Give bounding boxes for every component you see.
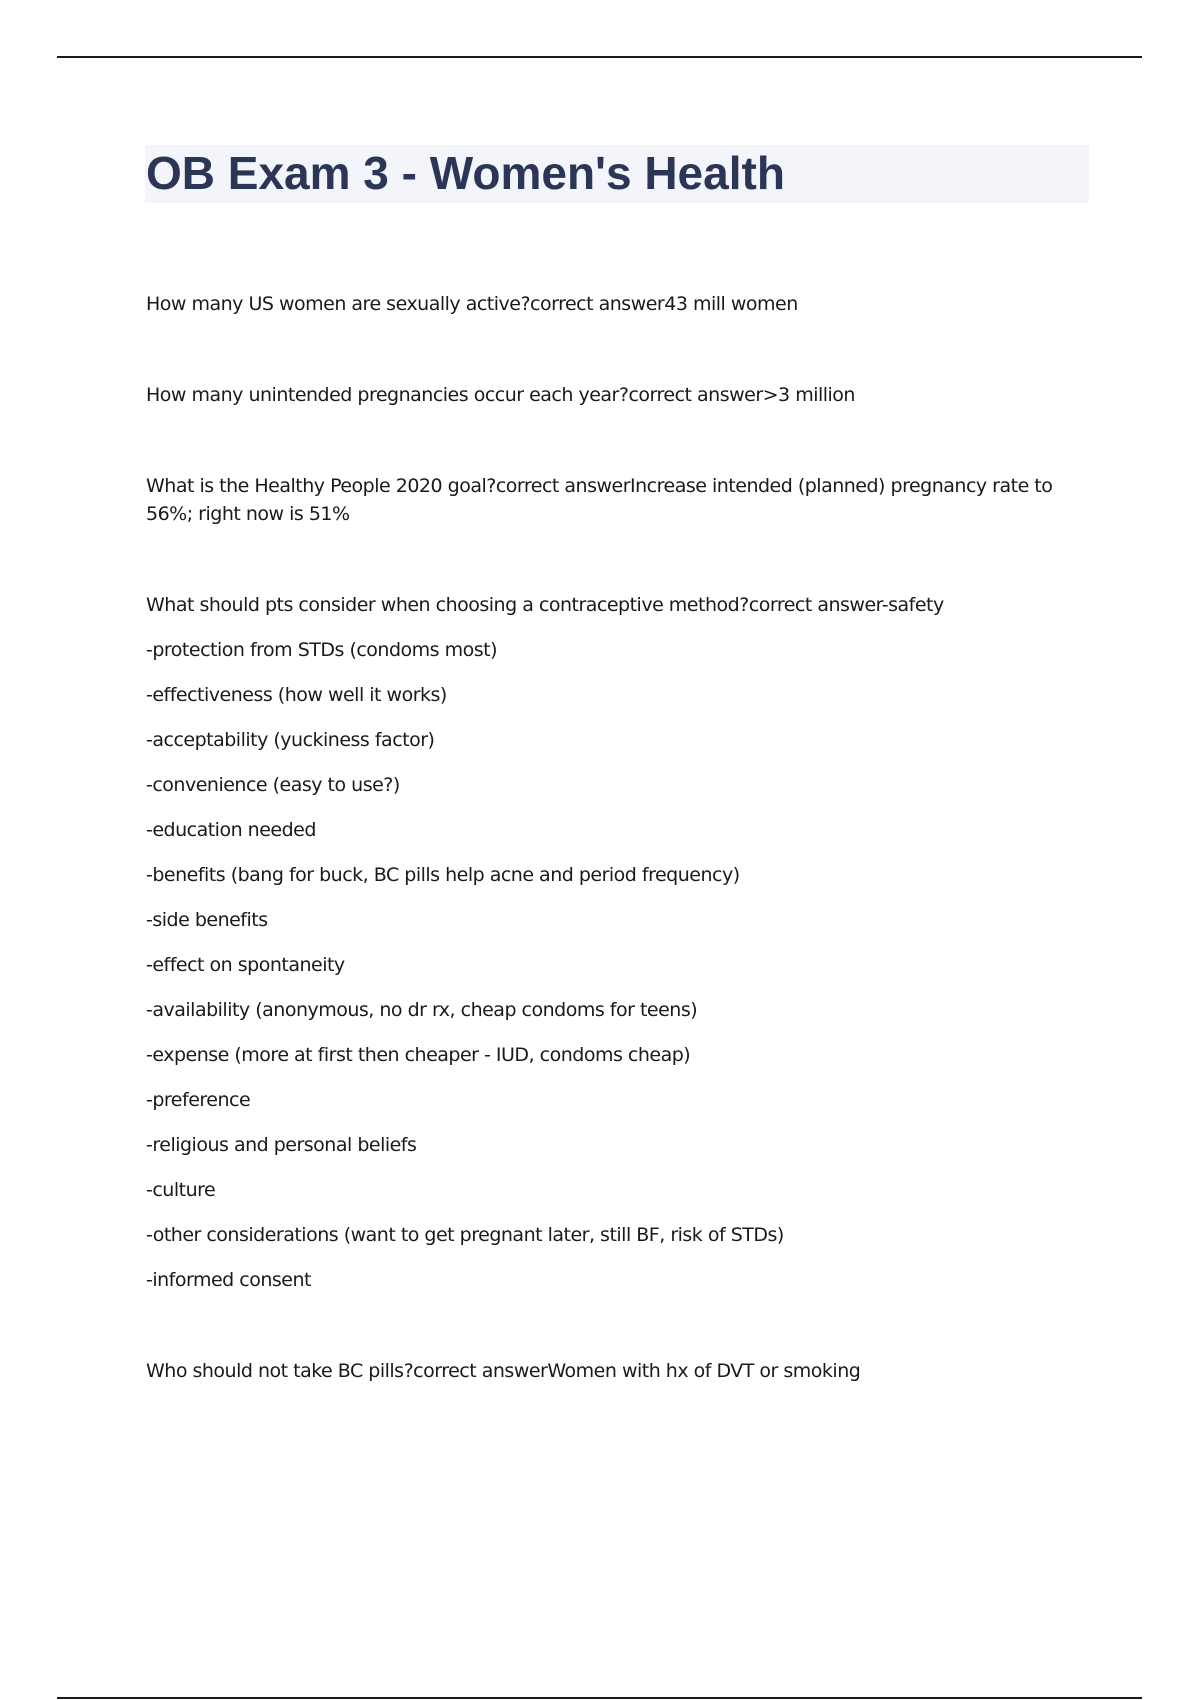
question-text: How many unintended pregnancies occur each year? [146, 384, 629, 406]
list-item: -acceptability (yuckiness factor) [146, 729, 435, 751]
list-item: -convenience (easy to use?) [146, 774, 400, 796]
list-item: -other considerations (want to get pregnant later, still BF, risk of STDs) [146, 1224, 784, 1246]
question-text: How many US women are sexually active? [146, 293, 531, 315]
list-item: -availability (anonymous, no dr rx, cheap condoms for teens) [146, 999, 698, 1021]
question-text: What is the Healthy People 2020 goal? [146, 475, 496, 497]
qa-item [146, 1357, 1076, 1385]
qa-item [146, 290, 1076, 318]
answer-text: >3 million [762, 384, 855, 406]
answer-text: -safety [881, 594, 944, 616]
qa-item [146, 472, 1076, 528]
answer-marker: correct answer [495, 475, 631, 497]
list-item: -culture [146, 1179, 216, 1201]
answer-marker: correct answer [530, 293, 665, 315]
question-text: What should pts consider when choosing a contraceptive method? [146, 594, 749, 616]
page-title: OB Exam 3 - Women's Health [146, 147, 785, 199]
answer-marker: correct answer [413, 1360, 548, 1382]
qa-item [146, 591, 1076, 619]
list-item: -preference [146, 1089, 251, 1111]
top-rule [57, 56, 1142, 58]
question-text: Who should not take BC pills? [146, 1360, 414, 1382]
considerations-list [146, 636, 1076, 1294]
list-item: -informed consent [146, 1269, 311, 1291]
list-item: -religious and personal beliefs [146, 1134, 417, 1156]
list-item: -side benefits [146, 909, 268, 931]
answer-text: 43 mill women [664, 293, 798, 315]
bottom-rule [57, 1697, 1142, 1699]
answer-marker: correct answer [748, 594, 882, 616]
list-item: -benefits (bang for buck, BC pills help acne and period frequency) [146, 864, 740, 886]
list-item: -protection from STDs (condoms most) [146, 639, 497, 661]
list-item: -education needed [146, 819, 316, 841]
list-item: -expense (more at first then cheaper - IUD, condoms cheap) [146, 1044, 691, 1066]
list-item: -effectiveness (how well it works) [146, 684, 447, 706]
answer-text: Women with hx of DVT or smoking [547, 1360, 861, 1382]
list-item: -effect on spontaneity [146, 954, 345, 976]
qa-item [146, 381, 1076, 409]
answer-text: Increase intended (planned) pregnancy rate to 56%; right now is 51% [146, 475, 1058, 525]
answer-marker: correct answer [628, 384, 763, 406]
document-body [146, 290, 1076, 1385]
